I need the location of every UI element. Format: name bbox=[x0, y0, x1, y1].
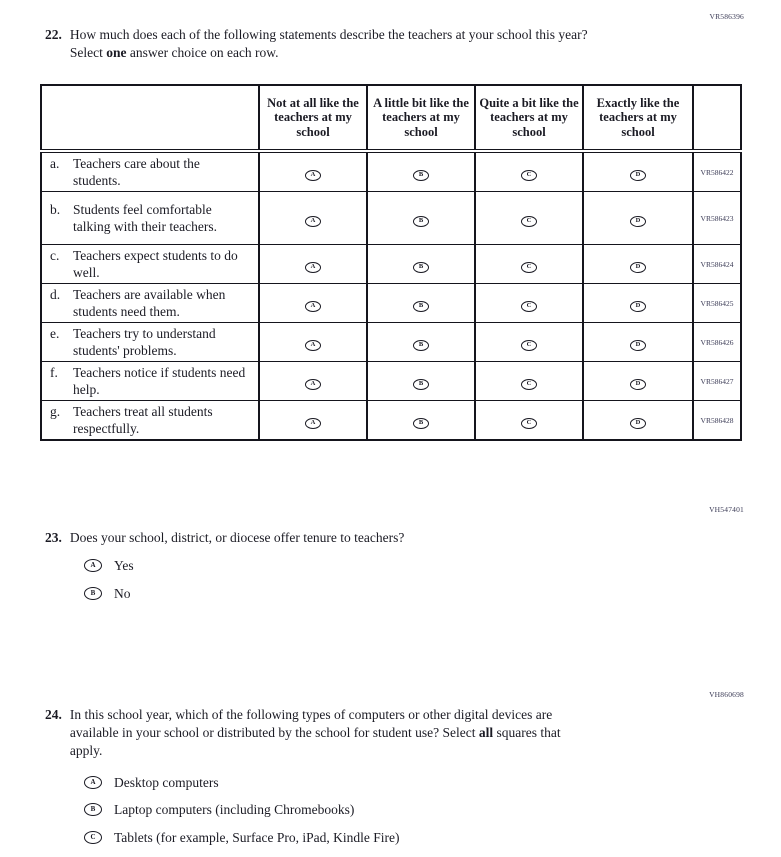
row-g-cell-2 bbox=[367, 401, 475, 441]
q22-row-a bbox=[41, 151, 741, 192]
row-c-statement bbox=[41, 245, 259, 284]
q22-g-bubble-B[interactable] bbox=[413, 418, 429, 429]
bubble-letter: C bbox=[526, 302, 532, 309]
q22-a-bubble-D[interactable] bbox=[630, 170, 646, 181]
bubble-letter: A bbox=[310, 419, 316, 426]
row-a-cell-1 bbox=[259, 151, 367, 192]
question-24-text-pre: In this school year, which of the following types of computers or other digital devices are available in your school or distributed by the school for student use? Select bbox=[69, 707, 553, 740]
question-22-text-pre: How much does each of the following statements describe the teachers at your school this year? Select bbox=[69, 27, 588, 60]
row-e-item-code: VR586426 bbox=[693, 323, 741, 362]
question-24-text bbox=[70, 706, 582, 760]
bubble-letter: B bbox=[418, 419, 424, 426]
question-24-item-code: VH860698 bbox=[709, 690, 744, 699]
row-g-statement-text: Teachers treat all students respectfully. bbox=[73, 404, 213, 436]
bubble-letter: C bbox=[526, 341, 532, 348]
q22-d-bubble-A[interactable] bbox=[305, 301, 321, 312]
bubble-letter: C bbox=[526, 263, 532, 270]
row-d-cell-3 bbox=[475, 284, 583, 323]
question-24-text-post: squares that apply. bbox=[69, 725, 561, 758]
q24-option-tablet-label: Tablets (for example, Surface Pro, iPad, Kindle Fire) bbox=[114, 830, 400, 845]
bubble-letter: B bbox=[418, 302, 424, 309]
row-c-letter: c. bbox=[50, 248, 60, 263]
row-f-cell-1 bbox=[259, 362, 367, 401]
row-g-letter: g. bbox=[50, 404, 61, 419]
row-a-letter: a. bbox=[50, 156, 60, 171]
q24-option-desktop-label: Desktop computers bbox=[114, 775, 219, 790]
q22-c-bubble-C[interactable] bbox=[521, 262, 537, 273]
row-b-letter: b. bbox=[50, 202, 61, 217]
row-e-cell-2 bbox=[367, 323, 475, 362]
row-d-statement bbox=[41, 284, 259, 323]
row-c-cell-3 bbox=[475, 245, 583, 284]
column-header-a-little-bit: A little bit like the teachers at my school bbox=[367, 85, 475, 151]
q23-option-no-label: No bbox=[114, 586, 131, 601]
q22-f-bubble-D[interactable] bbox=[630, 379, 646, 390]
row-c-item-code: VR586424 bbox=[693, 245, 741, 284]
q22-row-d bbox=[41, 284, 741, 323]
q22-row-e bbox=[41, 323, 741, 362]
question-22-text-post: answer choice on each row. bbox=[126, 45, 279, 60]
row-d-cell-1 bbox=[259, 284, 367, 323]
bubble-letter: A bbox=[310, 341, 316, 348]
q22-d-bubble-C[interactable] bbox=[521, 301, 537, 312]
row-g-statement bbox=[41, 401, 259, 441]
q24-bubble-A[interactable] bbox=[84, 776, 102, 789]
question-24-text-bold: all bbox=[478, 725, 494, 740]
q22-row-b bbox=[41, 192, 741, 245]
row-f-cell-3 bbox=[475, 362, 583, 401]
question-22-text bbox=[70, 26, 610, 62]
row-e-cell-4 bbox=[583, 323, 693, 362]
row-e-letter: e. bbox=[50, 326, 60, 341]
question-22-item-code: VR586396 bbox=[709, 12, 744, 21]
row-e-statement bbox=[41, 323, 259, 362]
row-g-cell-4 bbox=[583, 401, 693, 441]
bubble-letter: C bbox=[90, 833, 96, 841]
q22-c-bubble-B[interactable] bbox=[413, 262, 429, 273]
q22-b-bubble-C[interactable] bbox=[521, 216, 537, 227]
q22-e-bubble-D[interactable] bbox=[630, 340, 646, 351]
row-e-cell-3 bbox=[475, 323, 583, 362]
bubble-letter: B bbox=[418, 217, 424, 224]
question-23-number: 23. bbox=[45, 530, 62, 545]
row-d-letter: d. bbox=[50, 287, 61, 302]
question-23-text-span: Does your school, district, or diocese offer tenure to teachers? bbox=[69, 530, 405, 545]
row-b-cell-3 bbox=[475, 192, 583, 245]
question-23-item-code: VH547401 bbox=[709, 505, 744, 514]
bubble-letter: B bbox=[90, 805, 96, 813]
q22-g-bubble-A[interactable] bbox=[305, 418, 321, 429]
question-24-number: 24. bbox=[45, 707, 62, 722]
row-c-cell-1 bbox=[259, 245, 367, 284]
row-a-item-code: VR586422 bbox=[693, 151, 741, 192]
q24-bubble-B[interactable] bbox=[84, 803, 102, 816]
q23-option-no bbox=[84, 585, 131, 602]
q23-option-yes-label: Yes bbox=[114, 558, 134, 573]
bubble-letter: D bbox=[635, 263, 641, 270]
bubble-letter: B bbox=[90, 589, 96, 597]
bubble-letter: C bbox=[526, 380, 532, 387]
bubble-letter: A bbox=[310, 302, 316, 309]
row-c-cell-2 bbox=[367, 245, 475, 284]
row-g-cell-1 bbox=[259, 401, 367, 441]
bubble-letter: C bbox=[526, 171, 532, 178]
row-f-statement bbox=[41, 362, 259, 401]
row-g-cell-3 bbox=[475, 401, 583, 441]
q23-bubble-A[interactable] bbox=[84, 559, 102, 572]
row-a-cell-2 bbox=[367, 151, 475, 192]
q22-e-bubble-C[interactable] bbox=[521, 340, 537, 351]
bubble-letter: D bbox=[635, 380, 641, 387]
question-22-text-bold: one bbox=[106, 45, 127, 60]
q22-d-bubble-D[interactable] bbox=[630, 301, 646, 312]
q22-row-c bbox=[41, 245, 741, 284]
table-header-row bbox=[41, 85, 741, 151]
column-header-quite-a-bit: Quite a bit like the teachers at my school bbox=[475, 85, 583, 151]
question-24 bbox=[45, 706, 582, 760]
row-c-cell-4 bbox=[583, 245, 693, 284]
bubble-letter: A bbox=[310, 380, 316, 387]
bubble-letter: A bbox=[310, 217, 316, 224]
q24-option-laptop bbox=[84, 801, 354, 818]
bubble-letter: D bbox=[635, 419, 641, 426]
bubble-letter: B bbox=[418, 380, 424, 387]
row-g-item-code: VR586428 bbox=[693, 401, 741, 441]
statement-header-cell bbox=[41, 85, 259, 151]
question-22 bbox=[45, 26, 610, 62]
q24-option-laptop-label: Laptop computers (including Chromebooks) bbox=[114, 802, 355, 817]
bubble-letter: A bbox=[310, 171, 316, 178]
q22-e-bubble-A[interactable] bbox=[305, 340, 321, 351]
row-f-cell-2 bbox=[367, 362, 475, 401]
row-a-cell-4 bbox=[583, 151, 693, 192]
q24-bubble-C[interactable] bbox=[84, 831, 102, 844]
q22-g-bubble-C[interactable] bbox=[521, 418, 537, 429]
bubble-letter: C bbox=[526, 217, 532, 224]
q23-bubble-B[interactable] bbox=[84, 587, 102, 600]
q22-g-bubble-D[interactable] bbox=[630, 418, 646, 429]
row-d-statement-text: Teachers are available when students need them. bbox=[73, 287, 226, 319]
bubble-letter: D bbox=[635, 302, 641, 309]
row-d-cell-4 bbox=[583, 284, 693, 323]
q22-b-bubble-B[interactable] bbox=[413, 216, 429, 227]
row-b-statement-text: Students feel comfortable talking with their teachers. bbox=[73, 202, 217, 234]
q22-a-bubble-A[interactable] bbox=[305, 170, 321, 181]
row-f-statement-text: Teachers notice if students need help. bbox=[73, 365, 246, 397]
row-f-item-code: VR586427 bbox=[693, 362, 741, 401]
bubble-letter: D bbox=[635, 217, 641, 224]
bubble-letter: B bbox=[418, 171, 424, 178]
question-22-number: 22. bbox=[45, 27, 62, 42]
bubble-letter: A bbox=[90, 778, 96, 786]
column-header-not-at-all: Not at all like the teachers at my school bbox=[259, 85, 367, 151]
row-b-statement bbox=[41, 192, 259, 245]
q22-row-f bbox=[41, 362, 741, 401]
question-23-text bbox=[70, 529, 710, 547]
row-f-letter: f. bbox=[50, 365, 58, 380]
q22-a-bubble-C[interactable] bbox=[521, 170, 537, 181]
row-e-statement-text: Teachers try to understand students' problems. bbox=[73, 326, 216, 358]
bubble-letter: D bbox=[635, 341, 641, 348]
row-b-cell-2 bbox=[367, 192, 475, 245]
q22-f-bubble-B[interactable] bbox=[413, 379, 429, 390]
q22-c-bubble-A[interactable] bbox=[305, 262, 321, 273]
q22-f-bubble-C[interactable] bbox=[521, 379, 537, 390]
item-code-header-cell bbox=[693, 85, 741, 151]
q22-b-bubble-A[interactable] bbox=[305, 216, 321, 227]
q22-f-bubble-A[interactable] bbox=[305, 379, 321, 390]
row-f-cell-4 bbox=[583, 362, 693, 401]
row-a-cell-3 bbox=[475, 151, 583, 192]
row-d-item-code: VR586425 bbox=[693, 284, 741, 323]
row-b-item-code: VR586423 bbox=[693, 192, 741, 245]
q22-d-bubble-B[interactable] bbox=[413, 301, 429, 312]
q22-e-bubble-B[interactable] bbox=[413, 340, 429, 351]
row-b-cell-4 bbox=[583, 192, 693, 245]
q24-option-tablet bbox=[84, 829, 399, 846]
q22-c-bubble-D[interactable] bbox=[630, 262, 646, 273]
q22-b-bubble-D[interactable] bbox=[630, 216, 646, 227]
q22-row-g bbox=[41, 401, 741, 441]
q23-option-yes bbox=[84, 557, 134, 574]
q24-option-desktop bbox=[84, 774, 219, 791]
row-c-statement-text: Teachers expect students to do well. bbox=[73, 248, 238, 280]
row-d-cell-2 bbox=[367, 284, 475, 323]
bubble-letter: A bbox=[310, 263, 316, 270]
row-a-statement bbox=[41, 151, 259, 192]
question-23 bbox=[45, 529, 710, 547]
bubble-letter: A bbox=[90, 561, 96, 569]
row-a-statement-text: Teachers care about the students. bbox=[73, 156, 200, 188]
bubble-letter: B bbox=[418, 341, 424, 348]
bubble-letter: B bbox=[418, 263, 424, 270]
bubble-letter: C bbox=[526, 419, 532, 426]
q22-answer-matrix-table bbox=[40, 84, 742, 441]
bubble-letter: D bbox=[635, 171, 641, 178]
column-header-exactly-like: Exactly like the teachers at my school bbox=[583, 85, 693, 151]
row-e-cell-1 bbox=[259, 323, 367, 362]
q22-a-bubble-B[interactable] bbox=[413, 170, 429, 181]
row-b-cell-1 bbox=[259, 192, 367, 245]
